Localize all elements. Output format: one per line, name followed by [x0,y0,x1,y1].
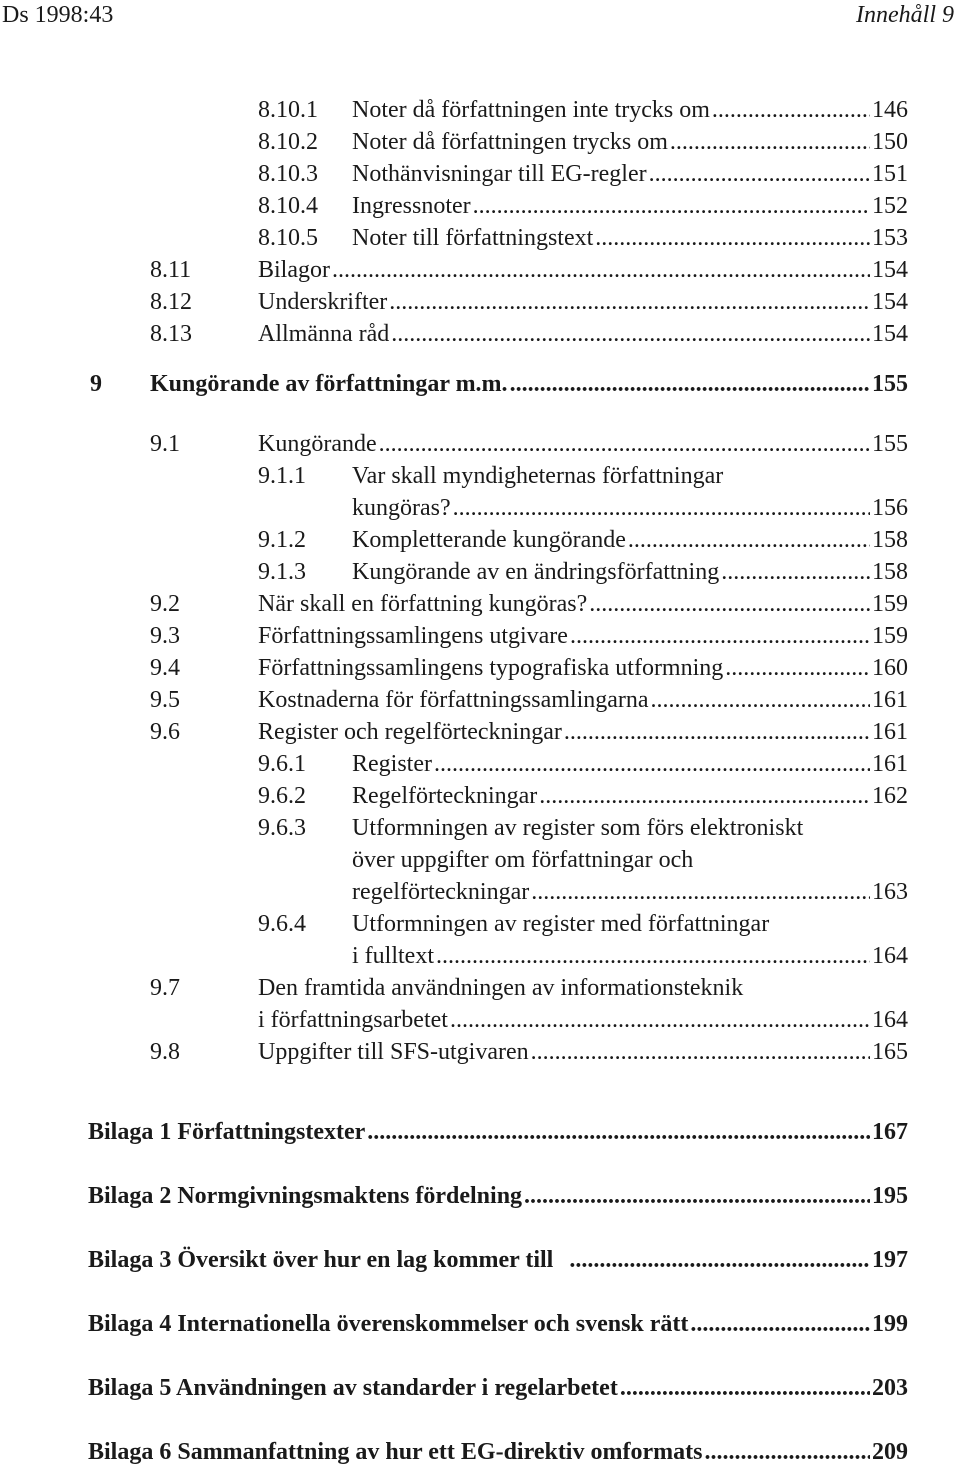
toc-entry-page: 154 [872,321,908,347]
toc-entry-title: Den framtida användningen av informationsteknik [258,975,744,1001]
toc-entry-number: 9.7 [150,975,180,1001]
toc-entry-page: 159 [872,623,908,649]
toc-entry-title-continued: kungöras? [352,495,451,521]
dot-leader [670,126,870,158]
toc-entry-number: 9.6.4 [258,911,306,937]
toc-entry-number: 9.6.1 [258,751,306,777]
toc-entry-title: Noter då författningen trycks om [352,129,668,155]
toc-entry-title: Allmänna råd [258,321,390,347]
toc-entry-first-line[interactable] [150,972,743,1004]
dot-leader [389,286,870,318]
toc-chapter-title: Kungörande av författningar m.m. [150,371,508,397]
toc-appendix[interactable] [88,1308,908,1340]
toc-entry-title: När skall en författning kungöras? [258,591,588,617]
toc-entry-first-line[interactable] [258,812,803,844]
dot-leader [510,368,870,400]
dot-leader [704,1436,870,1468]
toc-appendix-title: Bilaga 1 Författningstexter [88,1119,366,1145]
toc-entry[interactable] [150,652,908,684]
toc-appendix-title: Bilaga 6 Sammanfattning av hur ett EG-direktiv omformats [88,1439,703,1465]
toc-entry-title: Underskrifter [258,289,388,315]
toc-chapter[interactable] [90,368,908,400]
toc-entry-page: 156 [872,495,908,521]
toc-entry-page: 152 [872,193,908,219]
toc-appendix-title: Bilaga 2 Normgivningsmaktens fördelning [88,1183,523,1209]
toc-entry[interactable] [150,620,908,652]
toc-entry-title: Kompletterande kungörande [352,527,626,553]
dot-leader [628,524,870,556]
toc-entry-first-line[interactable] [258,908,769,940]
toc-entry-title-continued: i fulltext [352,943,434,969]
toc-entry-title: Register [352,751,432,777]
toc-entry-page: 158 [872,559,908,585]
toc-appendix[interactable] [88,1116,908,1148]
toc-entry-number: 8.12 [150,289,192,315]
toc-entry-number: 9.6.3 [258,815,306,841]
toc-entry[interactable] [150,254,908,286]
toc-entry-number: 8.10.2 [258,129,318,155]
toc-entry-title: Uppgifter till SFS-utgivaren [258,1039,529,1065]
toc-entry-title: Författningssamlingens typografiska utformning [258,655,724,681]
toc-appendix-title: Bilaga 4 Internationella överenskommelser och svensk rätt [88,1311,689,1337]
toc-entry[interactable] [258,158,908,190]
dot-leader [712,94,870,126]
section-page-label: Innehåll 9 [856,2,954,28]
dot-leader [539,780,870,812]
toc-entry[interactable] [258,126,908,158]
toc-entry-first-line[interactable] [258,460,723,492]
toc-entry-title-continued: i författningsarbetet [258,1007,448,1033]
toc-entry-number: 8.13 [150,321,192,347]
toc-entry[interactable] [258,222,908,254]
toc-appendix[interactable] [88,1244,908,1276]
toc-entry-title: Noter då författningen inte trycks om [352,97,710,123]
toc-entry-page: 162 [872,783,908,809]
toc-entry[interactable] [150,318,908,350]
toc-entry-title: Regelförteckningar [352,783,538,809]
toc-entry[interactable] [352,876,908,908]
toc-entry-page: 160 [872,655,908,681]
toc-entry-number: 9.1.1 [258,463,306,489]
toc-entry-number: 9.4 [150,655,180,681]
toc-entry-title: Nothänvisningar till EG-regler [352,161,647,187]
dot-leader [721,556,870,588]
toc-entry-title-continued: över uppgifter om författningar och [352,847,694,873]
report-number: Ds 1998:43 [2,2,114,28]
toc-entry-page: 164 [872,943,908,969]
dot-leader [379,428,870,460]
toc-entry-page: 161 [872,719,908,745]
toc-appendix-title: Bilaga 3 Översikt över hur en lag kommer till [88,1247,554,1273]
dot-leader [690,1308,870,1340]
toc-entry-title: Register och regelförteckningar [258,719,562,745]
toc-entry-number: 9.5 [150,687,180,713]
running-header [0,0,960,34]
toc-appendix[interactable] [88,1436,908,1468]
toc-entry-number: 9.1.3 [258,559,306,585]
toc-entry-number: 8.10.3 [258,161,318,187]
toc-entry-title: Utformningen av register med författningar [352,911,770,937]
toc-entry[interactable] [258,780,908,812]
toc-entry-page: 150 [872,129,908,155]
toc-entry-title: Var skall myndigheternas författningar [352,463,724,489]
toc-entry[interactable] [352,492,908,524]
toc-appendix-page: 209 [872,1439,908,1465]
toc-entry-page: 154 [872,289,908,315]
toc-entry-number: 9.6 [150,719,180,745]
toc-entry-page: 161 [872,751,908,777]
toc-entry-title: Ingressnoter [352,193,471,219]
dot-leader [524,1180,870,1212]
toc-entry-title-continued: regelförteckningar [352,879,530,905]
toc-entry[interactable] [150,1036,908,1068]
toc-entry-page: 161 [872,687,908,713]
toc-entry[interactable] [150,716,908,748]
toc-entry-number: 9.1 [150,431,180,457]
dot-leader [570,620,870,652]
dot-leader [620,1372,870,1404]
dot-leader [531,1036,870,1068]
toc-entry[interactable] [258,556,908,588]
toc-entry[interactable] [258,94,908,126]
toc-entry[interactable] [258,748,908,780]
toc-entry-number: 9.3 [150,623,180,649]
dot-leader [589,588,870,620]
toc-entry-number: 8.10.4 [258,193,318,219]
dot-leader [651,684,870,716]
toc-entry[interactable] [150,684,908,716]
dot-leader [391,318,870,350]
dot-leader [367,1116,870,1148]
toc-entry-number: 9.6.2 [258,783,306,809]
toc-entry[interactable] [258,190,908,222]
toc-entry[interactable] [150,588,908,620]
dot-leader [436,940,870,972]
toc-entry-page: 158 [872,527,908,553]
dot-leader [531,876,870,908]
toc-entry[interactable] [150,286,908,318]
toc-appendix-page: 167 [872,1119,908,1145]
toc-entry-number: 9.8 [150,1039,180,1065]
toc-entry-number: 9.2 [150,591,180,617]
toc-entry-page: 146 [872,97,908,123]
toc-entry-page: 153 [872,225,908,251]
dot-leader [725,652,870,684]
toc-appendix[interactable] [88,1180,908,1212]
dot-leader [434,748,870,780]
dot-leader [453,492,870,524]
dot-leader [473,190,870,222]
dot-leader [564,716,870,748]
toc-appendix[interactable] [88,1372,908,1404]
toc-entry-title: Författningssamlingens utgivare [258,623,568,649]
toc-entry-title: Bilagor [258,257,330,283]
toc-appendix-page: 199 [872,1311,908,1337]
toc-entry[interactable] [258,1004,908,1036]
dot-leader [569,1244,870,1276]
toc-entry-page: 165 [872,1039,908,1065]
dot-leader [332,254,870,286]
dot-leader [649,158,870,190]
dot-leader [450,1004,870,1036]
toc-entry-page: 159 [872,591,908,617]
toc-entry[interactable] [150,428,908,460]
toc-appendix-page: 195 [872,1183,908,1209]
toc-entry-title: Kungörande [258,431,377,457]
toc-entry[interactable] [258,524,908,556]
toc-appendix-page: 203 [872,1375,908,1401]
dot-leader [595,222,870,254]
toc-entry-title: Kostnaderna för författningssamlingarna [258,687,649,713]
toc-entry-page: 163 [872,879,908,905]
toc-entry[interactable] [352,940,908,972]
toc-entry-number: 9.1.2 [258,527,306,553]
toc-chapter-number: 9 [90,371,102,397]
toc-entry-title: Utformningen av register som förs elektroniskt [352,815,804,841]
toc-entry-page: 164 [872,1007,908,1033]
toc-entry-page: 155 [872,431,908,457]
toc-entry-title: Kungörande av en ändringsförfattning [352,559,720,585]
toc-entry-title: Noter till författningstext [352,225,594,251]
toc-chapter-page: 155 [872,371,908,397]
toc-entry-number: 8.10.1 [258,97,318,123]
toc-entry-number: 8.10.5 [258,225,318,251]
toc-entry-page: 151 [872,161,908,187]
toc-entry-number: 8.11 [150,257,192,283]
toc-entry-page: 154 [872,257,908,283]
toc-appendix-page: 197 [872,1247,908,1273]
toc-appendix-title: Bilaga 5 Användningen av standarder i regelarbetet [88,1375,618,1401]
